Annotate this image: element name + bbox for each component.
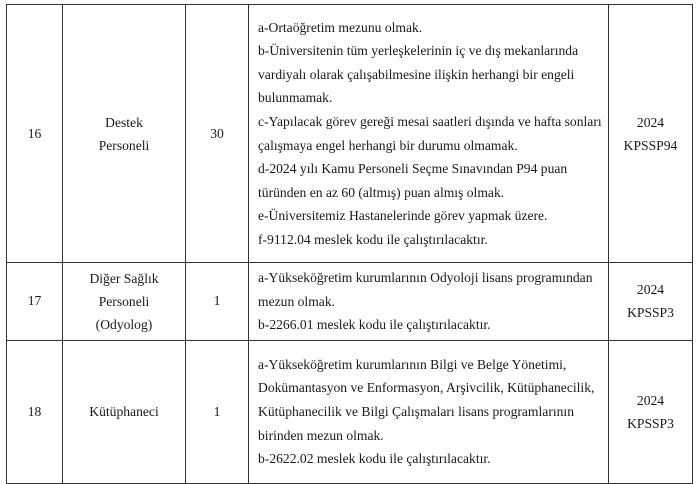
exam-type — [609, 263, 693, 341]
exam-type — [609, 5, 693, 263]
requirements-cell — [249, 263, 609, 341]
requirements-cell — [249, 340, 609, 483]
table-row — [7, 5, 693, 263]
row-number: 17 — [7, 263, 63, 341]
positions-table — [6, 4, 693, 484]
position-title — [63, 5, 186, 263]
position-title-line: (Odyolog) — [95, 316, 153, 332]
position-title-line: Personeli — [98, 137, 150, 153]
exam-score-type: KPSSP94 — [623, 137, 678, 153]
position-count: 30 — [186, 5, 249, 263]
position-count: 1 — [186, 263, 249, 341]
position-title — [63, 263, 186, 341]
exam-year: 2024 — [636, 282, 665, 298]
position-title-line: Personeli — [98, 293, 150, 309]
requirement-item: f-9112.04 meslek kodu ile çalıştırılacaktır. — [258, 231, 488, 247]
table-row — [7, 263, 693, 341]
requirement-item: b-2622.02 meslek kodu ile çalıştırılacaktır. — [258, 451, 491, 467]
requirement-item: a-Ortaöğretim mezunu olmak. — [258, 19, 423, 35]
position-title-line: Diğer Sağlık — [89, 270, 159, 286]
requirement-item: a-Yükseköğretim kurumlarının Bilgi ve Belge Yönetimi, Dokümantasyon ve Enformasyon, Arşivcilik, Kütüphanecilik, Kütüphanecilik ve Bilgi Çalışmaları lisans programlarının birinden mezun olmak. — [258, 356, 595, 443]
exam-year: 2024 — [636, 392, 665, 408]
position-count: 1 — [186, 340, 249, 483]
requirement-item: e-Üniversitemiz Hastanelerinde görev yapmak üzere. — [258, 208, 548, 224]
requirement-item: b-2266.01 meslek kodu ile çalıştırılacaktır. — [258, 317, 491, 333]
requirement-item: d-2024 yılı Kamu Personeli Seçme Sınavından P94 puan türünden en az 60 (altmış) puan almış olmak. — [258, 161, 568, 200]
requirement-item: a-Yükseköğretim kurumlarının Odyoloji lisans programından mezun olmak. — [258, 270, 593, 309]
position-title-line: Kütüphaneci — [89, 404, 159, 420]
exam-score-type: KPSSP3 — [627, 415, 674, 431]
requirements-cell — [249, 5, 609, 263]
exam-year: 2024 — [636, 114, 665, 130]
requirement-item: c-Yapılacak görev gereği mesai saatleri dışında ve hafta sonları çalışmaya engel herhangi bir durumu olmamak. — [258, 113, 602, 153]
exam-type — [609, 340, 693, 483]
position-title — [63, 340, 186, 483]
row-number: 16 — [7, 5, 63, 263]
exam-score-type: KPSSP3 — [627, 305, 674, 321]
table-row — [7, 340, 693, 483]
position-title-line: Destek — [105, 114, 143, 130]
requirement-item: b-Üniversitenin tüm yerleşkelerinin iç ve dış mekanlarında vardiyalı olarak çalışabilmesine ilişkin herhangi bir engeli bulunmamak. — [258, 43, 579, 106]
row-number: 18 — [7, 340, 63, 483]
